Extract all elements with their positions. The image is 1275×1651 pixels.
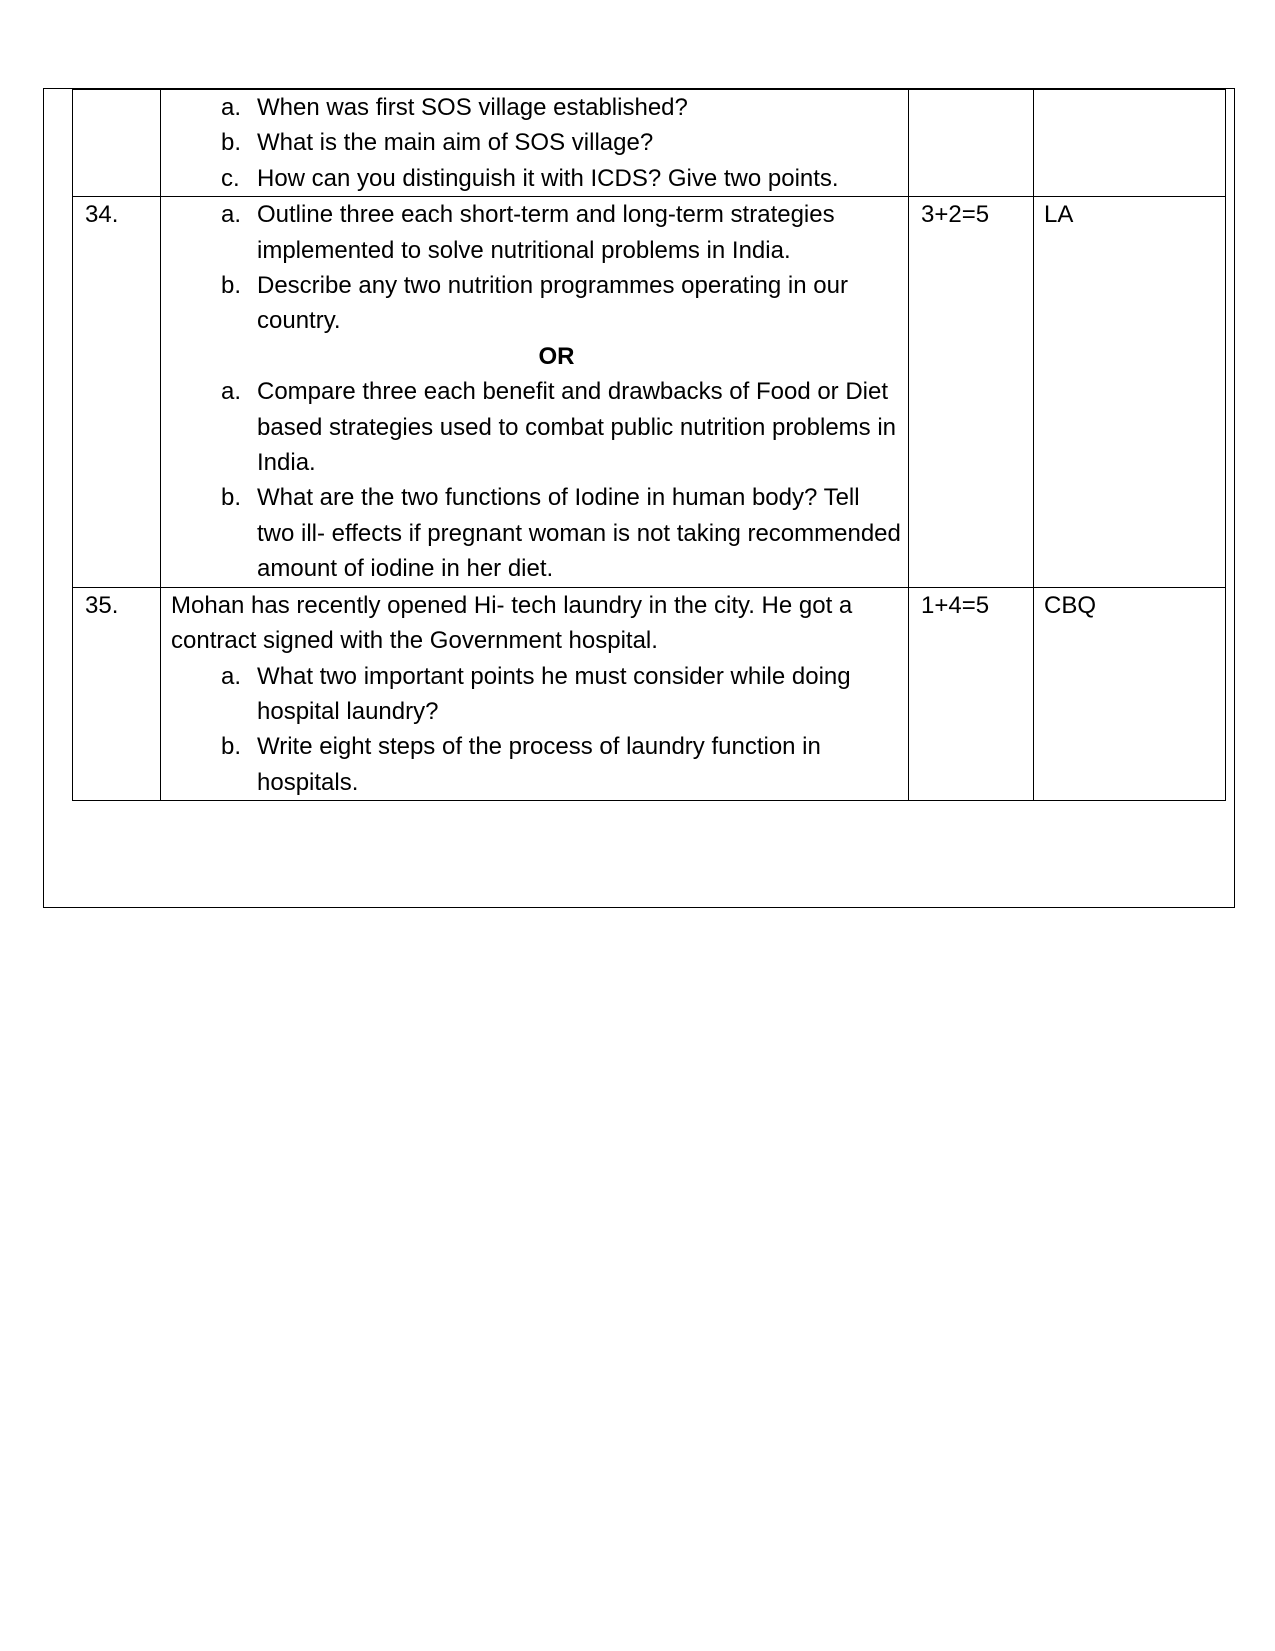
sub-question-label: b. bbox=[221, 272, 242, 300]
question-text-cell bbox=[161, 587, 909, 800]
question-marks: 1+4=5 bbox=[909, 587, 1034, 800]
sub-question-label: b. bbox=[221, 129, 242, 157]
sub-question-text: How can you distinguish it with ICDS? Give two points. bbox=[257, 164, 839, 192]
question-marks: 3+2=5 bbox=[909, 197, 1034, 587]
sub-question-label: a. bbox=[221, 378, 242, 406]
sub-question-text: Describe any two nutrition programmes operating in our country. bbox=[257, 272, 848, 335]
sub-question-text: Outline three each short-term and long-term strategies implemented to solve nutritional problems in India. bbox=[257, 201, 835, 264]
sub-question-label: b. bbox=[221, 484, 242, 512]
question-number: 35. bbox=[73, 587, 161, 800]
sub-question-text: What two important points he must consider while doing hospital laundry? bbox=[257, 662, 851, 725]
sub-question-text: When was first SOS village established? bbox=[257, 94, 688, 121]
question-text-cell bbox=[161, 197, 909, 587]
or-separator: OR bbox=[538, 342, 575, 370]
question-intro: Mohan has recently opened Hi- tech laundry in the city. He got a contract signed with the Government hospital. bbox=[171, 591, 853, 655]
question-type: LA bbox=[1034, 197, 1226, 587]
sub-question bbox=[221, 197, 902, 268]
question-type: CBQ bbox=[1034, 587, 1226, 800]
question-table bbox=[72, 89, 1226, 801]
question-text-cell bbox=[161, 90, 909, 197]
sub-question-label: a. bbox=[221, 201, 242, 229]
sub-question-text: Compare three each benefit and drawbacks of Food or Diet based strategies used to combat public nutrition problems in India. bbox=[257, 378, 897, 477]
sub-question-list bbox=[171, 90, 902, 196]
question-marks bbox=[909, 90, 1034, 197]
sub-question-label: b. bbox=[221, 733, 242, 761]
sub-question-text: Write eight steps of the process of laundry function in hospitals. bbox=[257, 733, 821, 796]
sub-question-label: a. bbox=[221, 94, 242, 121]
sub-question-text: What is the main aim of SOS village? bbox=[257, 129, 654, 157]
question-row bbox=[73, 90, 1226, 197]
sub-question bbox=[221, 374, 902, 480]
sub-question bbox=[221, 161, 902, 196]
question-number bbox=[73, 90, 161, 197]
sub-question-list bbox=[171, 197, 902, 339]
sub-question bbox=[221, 125, 902, 160]
sub-question bbox=[221, 90, 902, 125]
sub-question-text: What are the two functions of Iodine in human body? Tell two ill- effects if pregnant woman is not taking recommended amount of iodine in her diet. bbox=[257, 484, 901, 583]
sub-question-label: a. bbox=[221, 662, 242, 690]
sub-question-label: c. bbox=[221, 164, 240, 192]
question-type bbox=[1034, 90, 1226, 197]
sub-question bbox=[221, 729, 902, 800]
question-row bbox=[73, 197, 1226, 587]
sub-question bbox=[221, 659, 902, 730]
sub-question bbox=[221, 480, 902, 586]
alternative-sub-question-list bbox=[171, 374, 902, 586]
question-row bbox=[73, 587, 1226, 800]
question-number: 34. bbox=[73, 197, 161, 587]
sub-question-list bbox=[171, 659, 902, 801]
sub-question bbox=[221, 268, 902, 339]
